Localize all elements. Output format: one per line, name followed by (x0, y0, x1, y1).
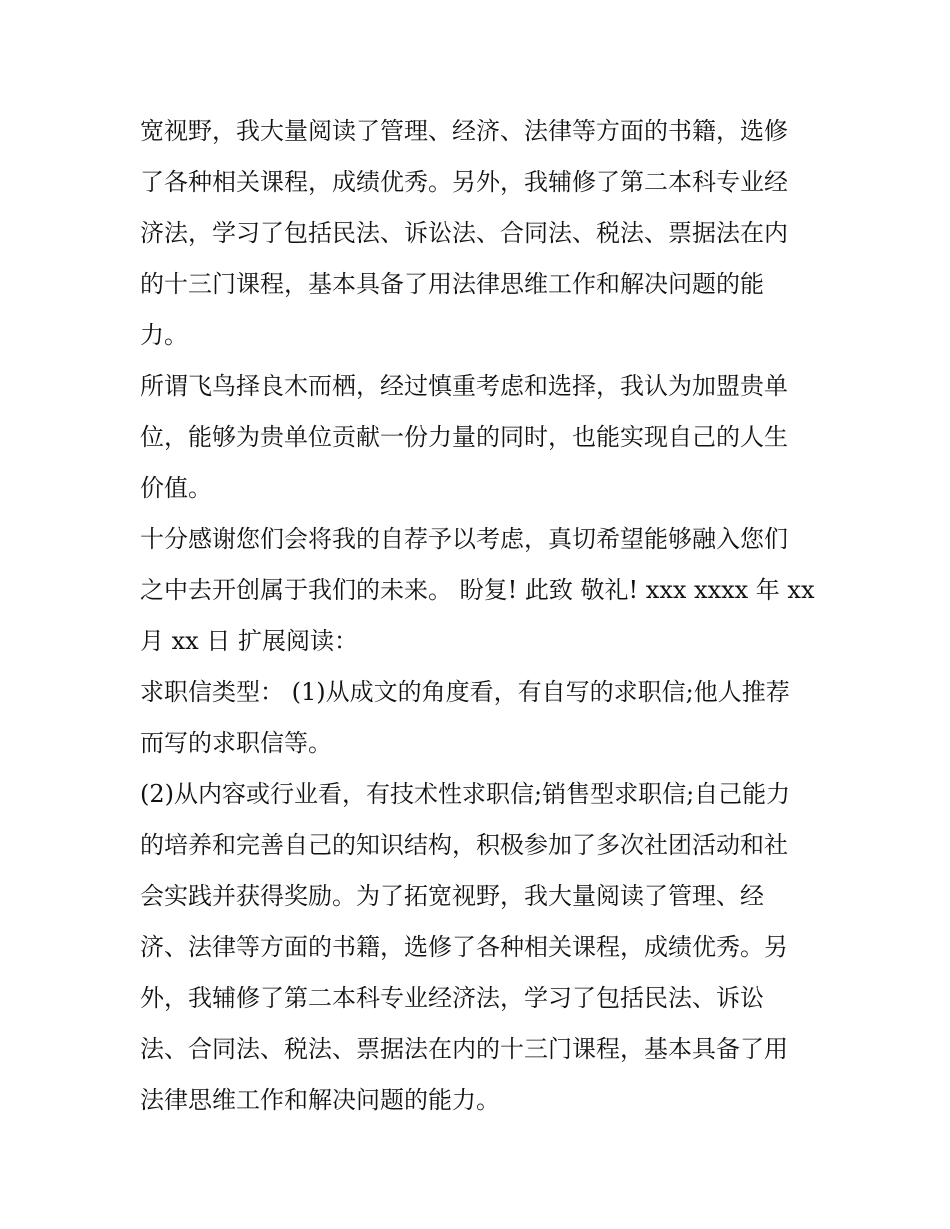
text-line: 济法，学习了包括民法、诉讼法、合同法、税法、票据法在内 (140, 219, 788, 247)
text-line: 力。 (140, 321, 188, 349)
text-line: 十分感谢您们会将我的自荐予以考虑，真切希望能够融入您们 (140, 525, 788, 553)
text-line: 月 xx 日 扩展阅读： (140, 627, 358, 655)
text-line: 外，我辅修了第二本科专业经济法，学习了包括民法、诉讼 (140, 984, 764, 1012)
text-line: 位，能够为贵单位贡献一份力量的同时，也能实现自己的人生 (140, 423, 788, 451)
text-line: 会实践并获得奖励。为了拓宽视野，我大量阅读了管理、经 (140, 882, 764, 910)
text-line: 之中去开创属于我们的未来。 盼复! 此致 敬礼! xxx xxxx 年 xx (140, 576, 815, 604)
text-line: (2)从内容或行业看，有技术性求职信;销售型求职信;自己能力 (140, 780, 791, 808)
text-line: 法、合同法、税法、票据法在内的十三门课程，基本具备了用 (140, 1035, 788, 1063)
text-line: 的十三门课程，基本具备了用法律思维工作和解决问题的能 (140, 270, 764, 298)
document-body (140, 106, 815, 1126)
text-line: 所谓飞鸟择良木而栖，经过慎重考虑和选择，我认为加盟贵单 (140, 372, 788, 400)
text-line: 而写的求职信等。 (140, 729, 332, 757)
text-line: 求职信类型： (1)从成文的角度看，有自写的求职信;他人推荐 (140, 678, 790, 706)
text-line: 济、法律等方面的书籍，选修了各种相关课程，成绩优秀。另 (140, 933, 788, 961)
text-line: 价值。 (140, 474, 212, 502)
text-line: 了各种相关课程，成绩优秀。另外，我辅修了第二本科专业经 (140, 168, 788, 196)
text-line: 宽视野，我大量阅读了管理、经济、法律等方面的书籍，选修 (140, 117, 788, 145)
text-line: 法律思维工作和解决问题的能力。 (140, 1086, 500, 1114)
text-line: 的培养和完善自己的知识结构，积极参加了多次社团活动和社 (140, 831, 788, 859)
